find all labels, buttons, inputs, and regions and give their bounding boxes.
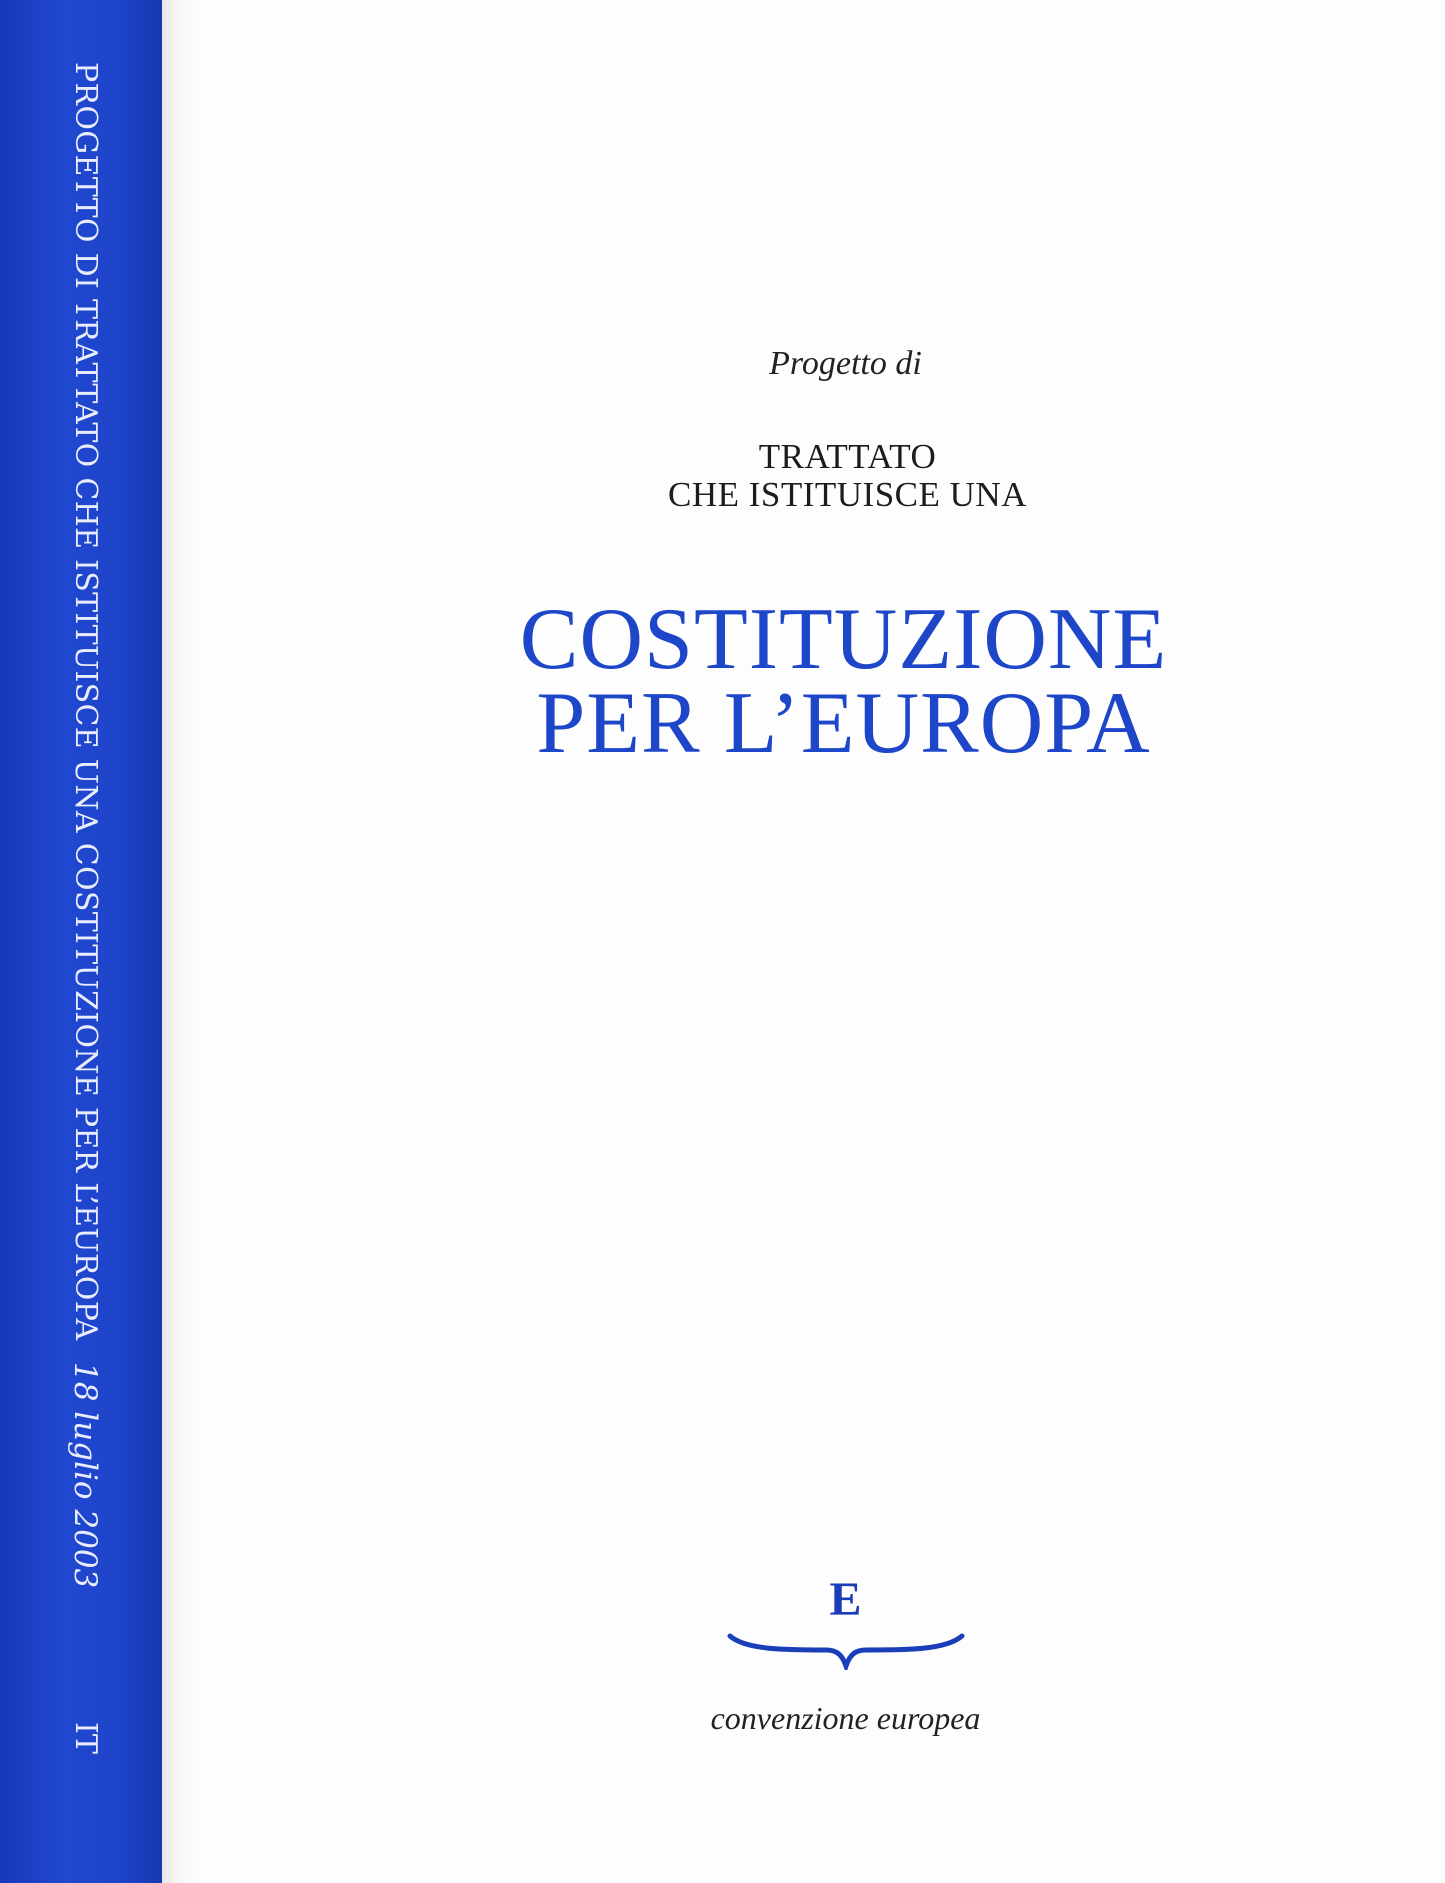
spine-language-code: IT bbox=[68, 1722, 103, 1754]
logo-letter: E bbox=[829, 1573, 862, 1626]
convention-logo bbox=[202, 1572, 1445, 1627]
subtitle-line-1: TRATTATO bbox=[758, 437, 937, 476]
spine-date: 18 luglio 2003 bbox=[67, 1362, 103, 1589]
cover-subtitle bbox=[202, 438, 1445, 514]
cover-pre-title bbox=[202, 345, 1445, 383]
main-title-line-1: COSTITUZIONE bbox=[519, 591, 1168, 688]
cover-main-title bbox=[202, 591, 1445, 772]
spine-text-group bbox=[0, 62, 103, 1883]
book-spine bbox=[0, 0, 162, 1883]
pre-title-text: Progetto di bbox=[769, 345, 922, 382]
spine-hinge-shadow bbox=[162, 0, 202, 1883]
main-title-line-2: PER L’EUROPA bbox=[536, 675, 1151, 772]
publisher-name bbox=[202, 1700, 1445, 1737]
front-cover bbox=[202, 0, 1445, 1883]
brace-icon bbox=[726, 1630, 966, 1670]
publisher-text: convenzione europea bbox=[710, 1700, 981, 1736]
spine-title: PROGETTO DI TRATTATO CHE ISTITUISCE UNA COSTITUZIONE PER L’EUROPA bbox=[68, 62, 103, 1341]
subtitle-line-2: CHE ISTITUISCE UNA bbox=[668, 475, 1027, 514]
